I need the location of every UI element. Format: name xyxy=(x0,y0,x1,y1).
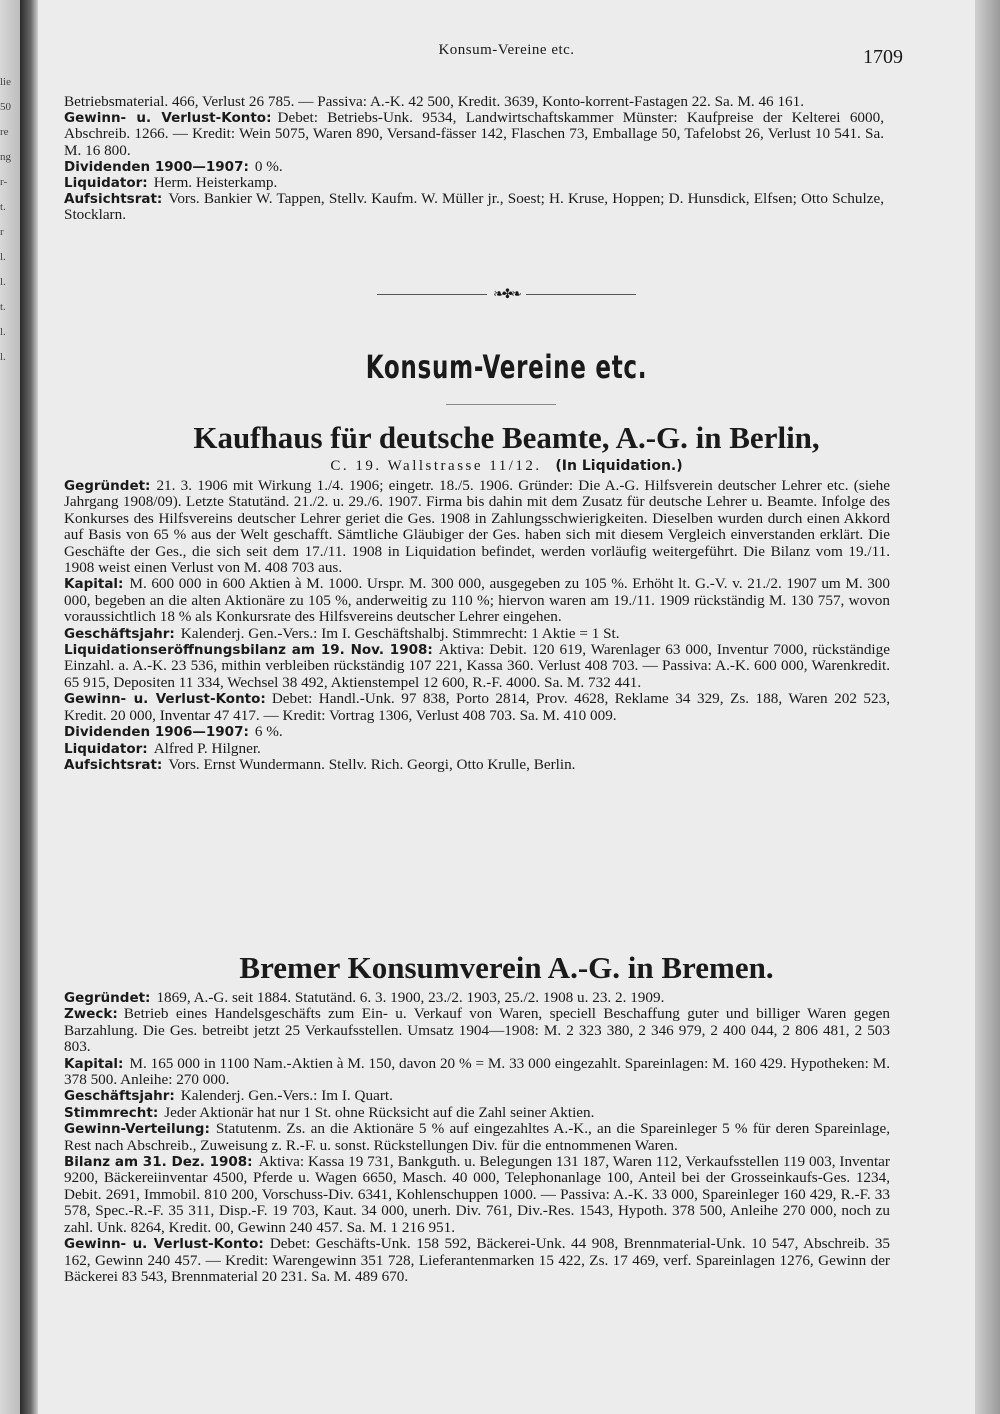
margin-fragment: lie xyxy=(0,76,11,88)
entry-label: Gewinn-Verteilung: xyxy=(64,1121,210,1138)
entry-label: Kapital: xyxy=(64,1055,124,1072)
section-title: Konsum-Vereine etc. xyxy=(365,348,648,386)
address-text: C. 19. Wallstrasse 11/12. xyxy=(330,458,542,474)
margin-fragment: r xyxy=(0,226,4,238)
right-page-edge xyxy=(975,0,1000,1414)
entry-paragraph xyxy=(64,175,884,191)
margin-fragment: l. xyxy=(0,276,6,288)
entry-paragraph xyxy=(64,1105,890,1121)
divider-line xyxy=(377,294,487,295)
entry-text: Herm. Heisterkamp. xyxy=(153,174,278,192)
entry-text: Vors. Ernst Wundermann. Stellv. Rich. Georgi, Otto Krulle, Berlin. xyxy=(168,755,576,773)
running-head: Konsum-Vereine etc. xyxy=(438,42,575,58)
company-entries xyxy=(64,990,890,1285)
entry-text: M. 600 000 in 600 Aktien à M. 1000. Urspr. M. 300 000, ausgegeben zu 105 %. Erhöht lt. G.-V. v. 21./2. 1907 um M. 300 000, begeben an die alten Aktionäre zu 105 %, anderweitig zu 110 %; hiervon waren am 19./11. 1909 rückständig M. 130 757, wovon voraussichtlich 18 % als Konkursrate des Hilfsvereins deutscher Lehrer eingehen. xyxy=(64,575,890,626)
entry-text: 1869, A.-G. seit 1884. Statutänd. 6. 3. 1900, 23./2. 1903, 25./2. 1908 u. 23. 2. 1909. xyxy=(156,989,665,1006)
entry-text: Kalenderj. Gen.-Vers.: Im I. Geschäftshalbj. Stimmrecht: 1 Aktie = 1 St. xyxy=(180,624,620,642)
company-entries xyxy=(64,478,890,773)
entry-label: Stimmrecht: xyxy=(64,1104,159,1121)
entry-label: Liquidator: xyxy=(64,740,148,757)
entry-label: Gewinn- u. Verlust-Konto: xyxy=(64,110,272,127)
entry-label: Dividenden 1906—1907: xyxy=(64,724,249,741)
margin-fragment: ng xyxy=(0,151,11,163)
title-underline xyxy=(446,404,556,405)
entry-paragraph xyxy=(64,1056,890,1089)
entry-paragraph xyxy=(64,1154,890,1236)
entry-paragraph xyxy=(64,1236,890,1285)
entry-label: Gewinn- u. Verlust-Konto: xyxy=(64,691,266,708)
entry-text: 6 %. xyxy=(254,723,283,741)
status-label: (In Liquidation.) xyxy=(555,458,683,474)
entry-paragraph xyxy=(64,1088,890,1104)
previous-page-edge xyxy=(0,0,20,1414)
margin-fragment: l. xyxy=(0,326,6,338)
entry-text: Betrieb eines Handelsgeschäfts zum Ein- u. Verkauf von Waren, speciell Beschaffung guter und billiger Waren gegen Barzahlung. Die Ges. betreibt jetzt 25 Verkaufsstellen. Umsatz 1904—1908: M. 2 323 380, 2 346 979, 2 400 044, 2 806 481, 2 503 803. xyxy=(64,1005,890,1056)
entry-label: Bilanz am 31. Dez. 1908: xyxy=(64,1154,253,1171)
entry-text: M. 165 000 in 1100 Nam.-Aktien à M. 150, davon 20 % = M. 33 000 eingezahlt. Spareinlagen: M. 160 429. Hypotheken: M. 378 500. Anleihe: 270 000. xyxy=(64,1054,890,1089)
entry-paragraph xyxy=(64,626,890,642)
entry-text: Statutenm. Zs. an die Aktionäre 5 % auf eingezahltes A.-K., an die Spareinleger 5 % für deren Spareinlage, Rest nach Abschreib., Zuweisung z. R.-F. u. sonst. Rückstellungen Div. für die entnommenen Waren. xyxy=(64,1120,890,1154)
entry-label: Gewinn- u. Verlust-Konto: xyxy=(64,1236,264,1253)
margin-fragment: l. xyxy=(0,251,6,263)
entry-label: Geschäftsjahr: xyxy=(64,1088,175,1105)
entry-paragraph xyxy=(64,1121,890,1154)
entry-label: Gegründet: xyxy=(64,478,151,494)
margin-fragment: t. xyxy=(0,201,6,213)
entry-paragraph xyxy=(64,191,884,223)
entry-paragraph xyxy=(64,642,890,691)
divider-line xyxy=(526,294,636,295)
entry-paragraph xyxy=(64,159,884,175)
entry-paragraph xyxy=(64,576,890,625)
entry-label: Geschäftsjahr: xyxy=(64,625,175,642)
margin-fragment: l. xyxy=(0,351,6,363)
entry-label: Zweck: xyxy=(64,1006,118,1023)
entry-label: Liquidationseröffnungsbilanz am 19. Nov. 1908: xyxy=(64,642,433,659)
book-gutter xyxy=(20,0,38,1414)
entry-label: Gegründet: xyxy=(64,990,151,1006)
entry-text: Debet: Handl.-Unk. 97 838, Porto 2814, Prov. 4628, Reklame 34 329, Zs. 188, Waren 202 523, Kredit. 20 000, Inventar 47 417. — Kredit: Vortrag 1306, Verlust 408 703. Sa. M. 410 009. xyxy=(64,690,890,724)
entry-text: 0 %. xyxy=(254,157,283,175)
entry-label: Kapital: xyxy=(64,576,124,593)
margin-fragment: 50 xyxy=(0,101,11,113)
margin-fragment: re xyxy=(0,126,9,138)
company-address xyxy=(38,458,975,475)
ornament-icon: ❧✤❧ xyxy=(493,286,520,301)
entry-paragraph xyxy=(64,478,890,576)
entry-paragraph xyxy=(64,1006,890,1055)
entry-paragraph xyxy=(64,724,890,740)
entry-text: Aktiva: Debit. 120 619, Warenlager 63 000, Inventur 7000, rückständige Einzahl. a. A.-K. 23 536, mithin verbleiben rückständig 107 221, Kassa 360. Verlust 408 703. — Passiva: A.-K. 600 000, Warenkredit. 65 915, Depositen 11 334, Wechsel 38 492, Aktienstempel 12 600, R.-F. 4000. Sa. M. 732 441. xyxy=(64,641,890,691)
entry-text: Alfred P. Hilgner. xyxy=(153,739,261,757)
entry-paragraph xyxy=(64,110,884,159)
continuation-paragraph: Betriebsmaterial. 466, Verlust 26 785. — Passiva: A.-K. 42 500, Kredit. 3639, Konto-korrent-Fastagen 22. Sa. M. 46 161. xyxy=(64,93,805,110)
entry-text: Debet: Betriebs-Unk. 9534, Landwirtschaftskammer Münster: Kaufpreise der Kelterei 6000, Abschreib. 1266. — Kredit: Wein 5075, Waren 890, Versand-fässer 142, Flaschen 73, Emballage 50, Tafelobst 26, Verlust 10 541. Sa. M. 16 800. xyxy=(64,109,884,159)
section-divider xyxy=(38,286,975,302)
entry-paragraph xyxy=(64,757,890,773)
entry-text: Jeder Aktionär hat nur 1 St. ohne Rücksicht auf die Zahl seiner Aktien. xyxy=(164,1103,595,1121)
entry-label: Dividenden 1900—1907: xyxy=(64,158,249,175)
entry-text: Debet: Geschäfts-Unk. 158 592, Bäckerei-Unk. 44 908, Brennmaterial-Unk. 10 547, Abschreib. 35 162, Gewinn 240 457. — Kredit: Warengewinn 351 728, Lieferantenmarken 15 422, Zs. 17 469, verf. Spareinlagen 1276, Gewinn der Bäckerei 83 543, Brennmaterial 20 231. Sa. M. 489 670. xyxy=(64,1235,891,1285)
entry-label: Aufsichtsrat: xyxy=(64,191,163,208)
page-number: 1709 xyxy=(863,46,903,68)
page-sheet xyxy=(38,0,975,1414)
entry-text: Kalenderj. Gen.-Vers.: Im I. Quart. xyxy=(180,1087,393,1105)
company-title: Bremer Konsumverein A.-G. in Bremen. xyxy=(239,950,774,985)
entry-label: Aufsichtsrat: xyxy=(64,756,163,773)
company-title: Kaufhaus für deutsche Beamte, A.-G. in Berlin, xyxy=(193,420,820,455)
continuation-entry xyxy=(64,94,884,224)
entry-text: 21. 3. 1906 mit Wirkung 1./4. 1906; eingetr. 18./5. 1906. Gründer: Die A.-G. Hilfsverein deutscher Lehrer etc. (siehe Jahrgang 1908/09). Letzte Statutänd. 21./2. u. 29./6. 1907. Firma bis dahin mit dem Zusatz für deutsche Lehrer u. Beamte. Infolge des Konkurses des Hilfsvereins deutscher Lehrer geriet die Ges. 1908 in Zahlungsschwierigkeiten. Dieselben wurden durch einen Akkord auf Basis von 65 % aus der Welt geschafft. Sämtliche Gläubiger der Ges. haben sich mit diesem Vergleich einverstanden erklärt. Die Geschäfte der Ges., die sich seit dem 17./11. 1908 in Liquidation befindet, werden vorläufig weitergeführt. Die Bilanz vom 19./11. 1908 weist einen Verlust von M. 408 703 aus. xyxy=(64,477,890,577)
margin-fragment: t. xyxy=(0,301,6,313)
margin-fragment: r- xyxy=(0,176,8,188)
entry-label: Liquidator: xyxy=(64,175,148,192)
entry-text: Vors. Bankier W. Tappen, Stellv. Kaufm. W. Müller jr., Soest; H. Kruse, Hoppen; D. Hunsdick, Elfsen; Otto Schulze, Stocklarn. xyxy=(64,190,884,224)
entry-paragraph xyxy=(64,990,890,1006)
entry-paragraph xyxy=(64,741,890,757)
entry-paragraph xyxy=(64,691,890,724)
entry-text: Aktiva: Kassa 19 731, Bankguth. u. Belegungen 131 187, Waren 112, Verkaufsstellen 119 003, Inventar 9200, Bäckereiinventar 4500, Pferde u. Wagen 6650, Masch. 40 000, Telephonanlage 100, Anteil bei der Grosseinkaufs-Ges. 1234, Debit. 2691, Immobil. 810 200, Vorschuss-Div. 6341, Kohlenschuppen 1000. — Passiva: A.-K. 33 000, Spareinleger 160 429, R.-F. 33 578, Spec.-R.-F. 35 311, Disp.-F. 19 703, Kaut. 34 000, unerh. Div. 761, Div.-Res. 1543, Hypoth. 378 500, Anleihe 270 000, noch zu zahl. Unk. 8264, Kredit. 00, Gewinn 240 457. Sa. M. 1 216 951. xyxy=(64,1153,890,1236)
